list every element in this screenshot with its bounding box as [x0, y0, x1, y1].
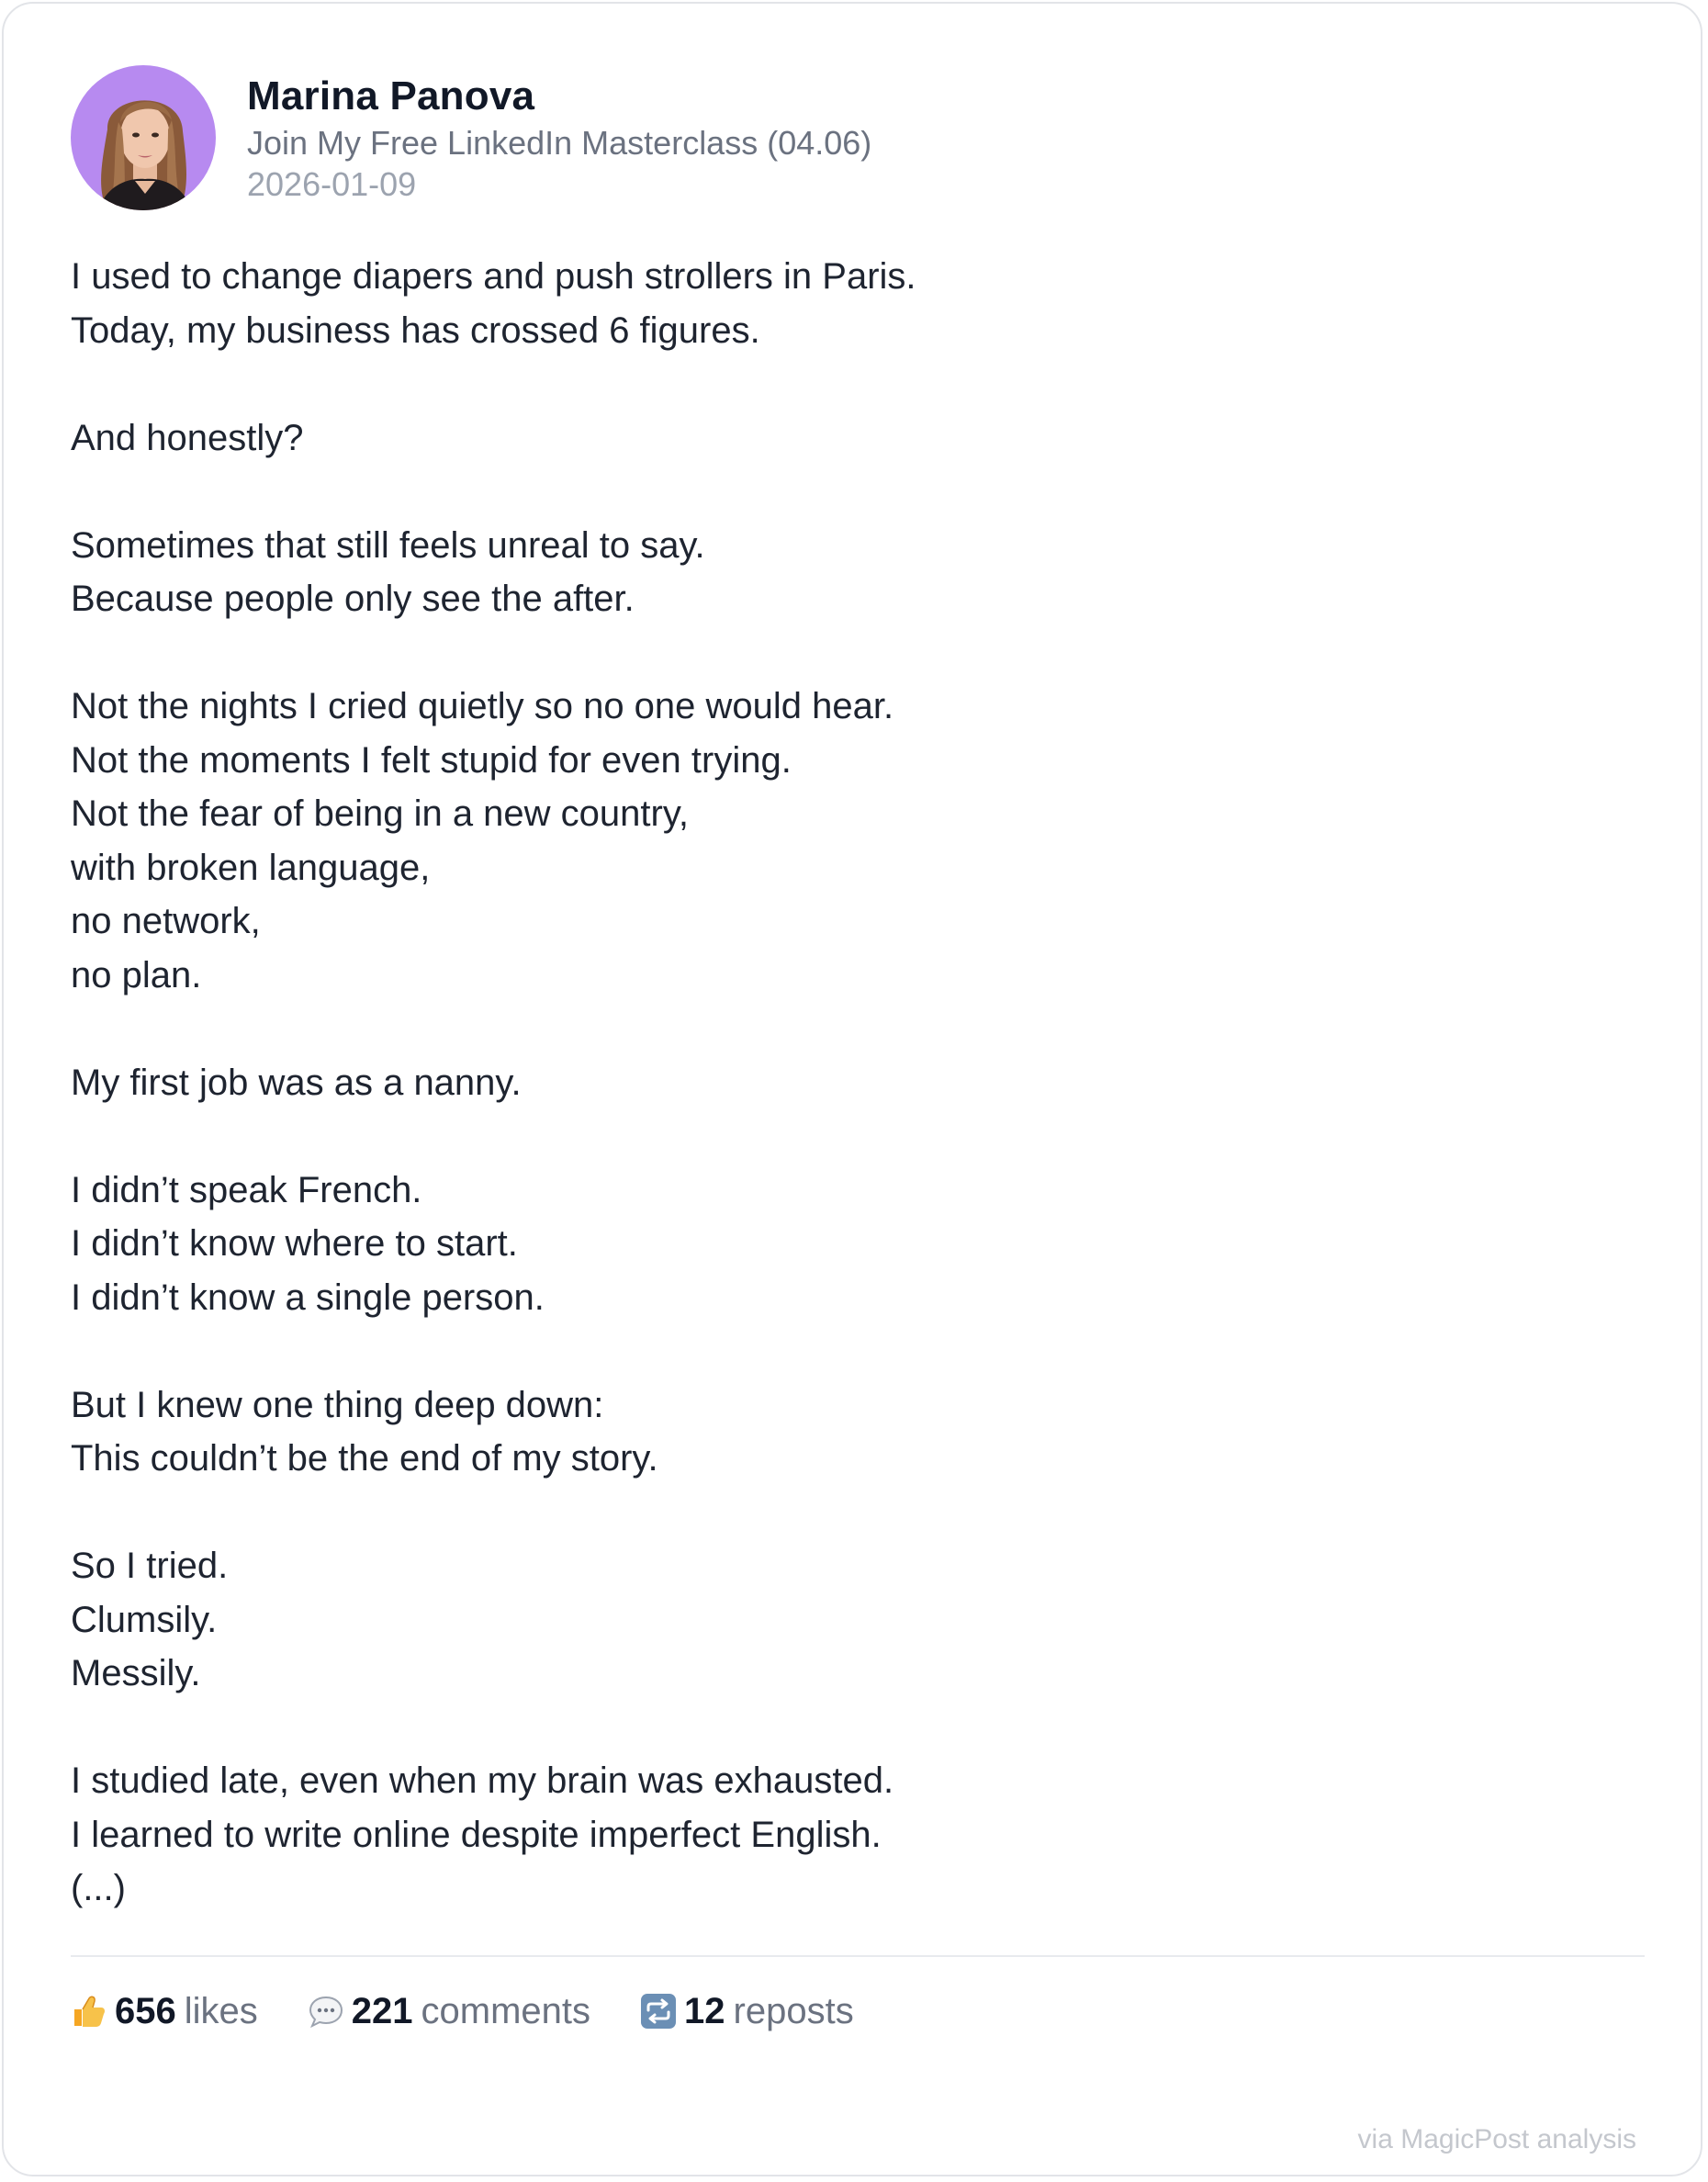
author-info [247, 65, 871, 205]
likes-stat[interactable] [71, 1985, 258, 2037]
post-line: This couldn’t be the end of my story. [71, 1438, 658, 1479]
stats-divider [71, 1955, 1645, 1957]
post-line: Not the moments I felt stupid for even trying. [71, 739, 792, 781]
post-line: Because people only see the after. [71, 579, 635, 619]
post-line: But I knew one thing deep down: [71, 1384, 604, 1425]
post-line: So I tried. [71, 1546, 229, 1586]
post-line: My first job was as a nanny. [71, 1062, 522, 1103]
avatar[interactable] [71, 65, 216, 210]
post-line: with broken language, [71, 847, 431, 888]
footer-credit: via MagicPost analysis [1357, 2124, 1636, 2154]
post-line: no network, [71, 901, 261, 941]
post-line: I studied late, even when my brain was exhausted. [71, 1760, 894, 1801]
post-line: I didn’t speak French. [71, 1169, 422, 1210]
post-body [71, 250, 1632, 1916]
post-line [71, 1486, 1632, 1540]
post-line [71, 1002, 1632, 1056]
post-line [71, 1324, 1632, 1378]
author-name[interactable]: Marina Panova [247, 73, 535, 118]
post-line: (...) [71, 1868, 126, 1908]
comments-stat[interactable] [308, 1985, 590, 2037]
post-line [71, 626, 1632, 680]
engagement-stats [71, 1985, 904, 2037]
likes-count: 656 [115, 1991, 176, 2031]
post-line [71, 1109, 1632, 1164]
post-line: Sometimes that still feels unreal to say. [71, 524, 705, 566]
post-header [71, 65, 871, 210]
post-line: Today, my business has crossed 6 figures. [71, 309, 760, 351]
post-line: I used to change diapers and push strollers in Paris. [71, 256, 916, 297]
post-line: Not the nights I cried quietly so no one would hear. [71, 686, 894, 726]
comments-count: 221 [351, 1991, 413, 2031]
repeat-icon [640, 1993, 677, 2030]
post-line [71, 1701, 1632, 1755]
post-line: And honestly? [71, 417, 304, 458]
post-line: no plan. [71, 954, 202, 995]
profile-photo-icon [71, 65, 216, 210]
reposts-count: 12 [684, 1991, 725, 2031]
post-line: Not the fear of being in a new country, [71, 793, 689, 834]
post-line [71, 465, 1632, 519]
post-line [71, 357, 1632, 411]
comments-label: comments [421, 1991, 591, 2031]
reposts-label: reposts [733, 1991, 854, 2031]
post-date: 2026-01-09 [247, 165, 417, 203]
post-line: I didn’t know a single person. [71, 1277, 545, 1318]
author-headline: Join My Free LinkedIn Masterclass (04.06) [247, 124, 872, 162]
post-card [2, 2, 1702, 2176]
thumbs-up-icon [71, 1993, 107, 2030]
likes-label: likes [184, 1991, 258, 2031]
speech-bubble-icon [308, 1993, 344, 2030]
post-line: I didn’t know where to start. [71, 1223, 518, 1264]
post-line: Clumsily. [71, 1599, 218, 1640]
post-line: I learned to write online despite imperfect English. [71, 1814, 882, 1855]
reposts-stat[interactable] [640, 1985, 854, 2037]
post-line: Messily. [71, 1653, 201, 1693]
